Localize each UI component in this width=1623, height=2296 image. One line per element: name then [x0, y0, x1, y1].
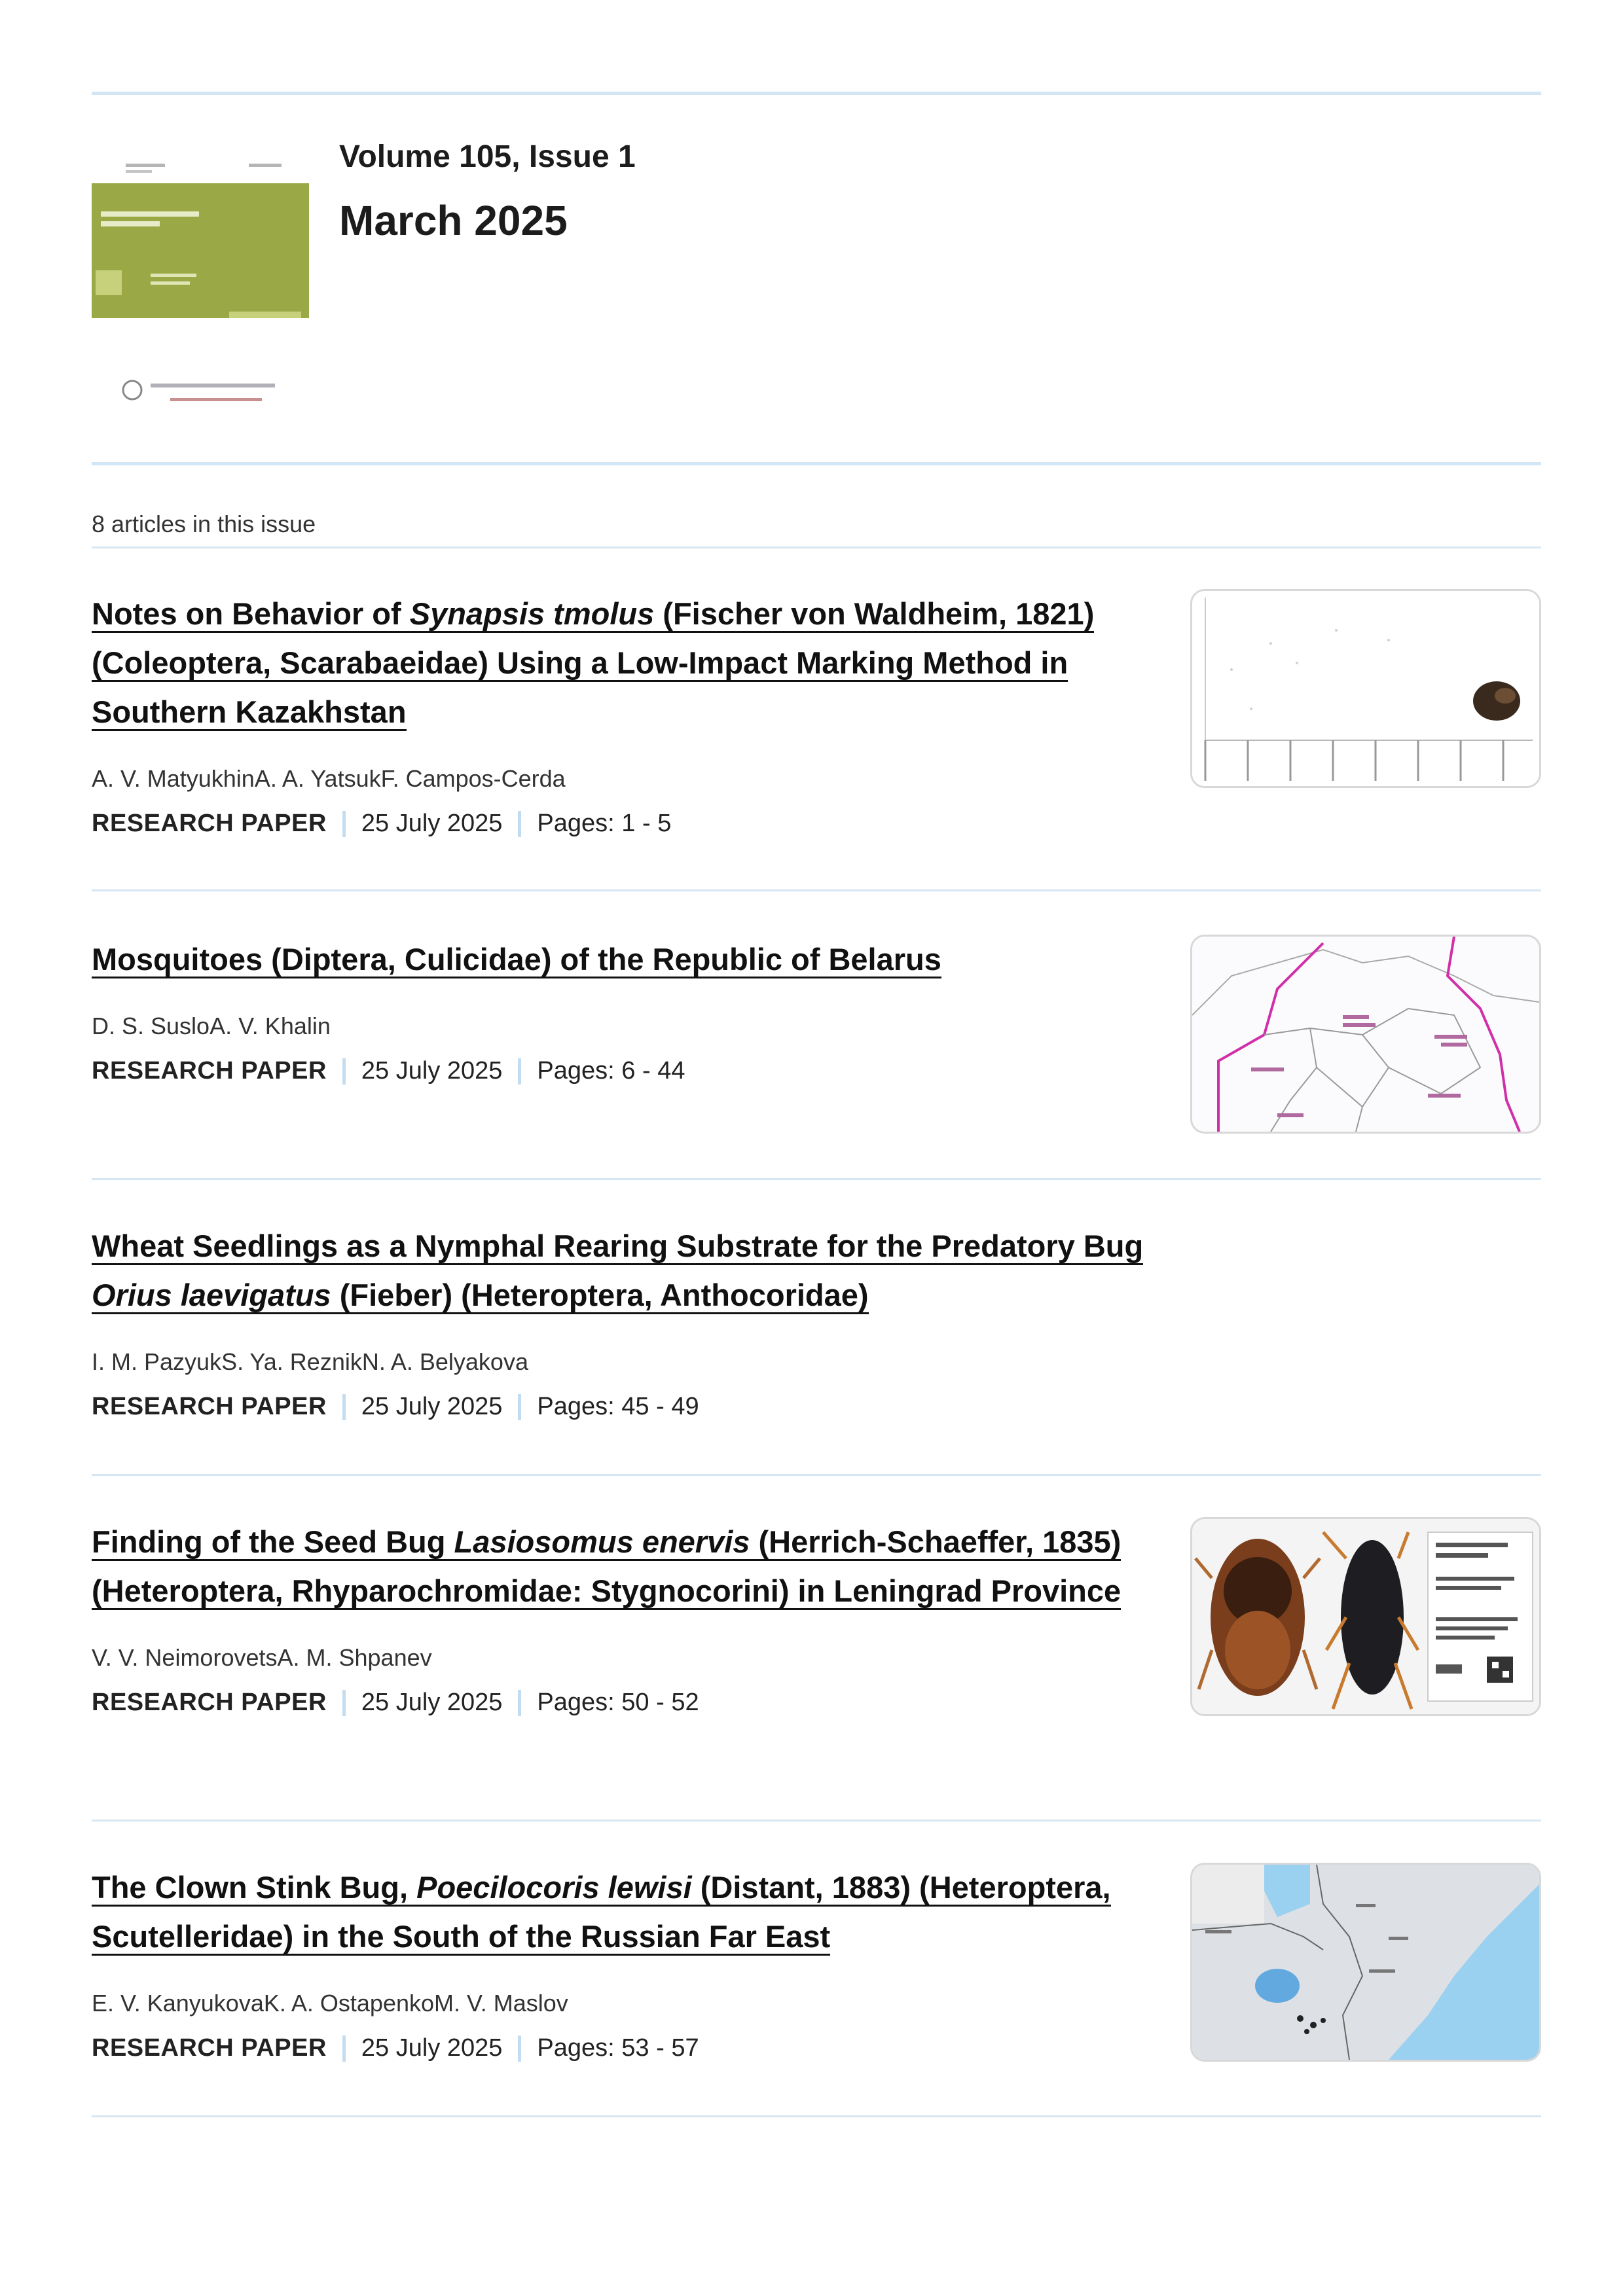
far-east-map-icon [1192, 1865, 1539, 2060]
article-type: RESEARCH PAPER [92, 1393, 327, 1420]
header-divider [92, 462, 1541, 465]
article-title[interactable]: Mosquitoes (Diptera, Culicidae) of the Republic of Belarus [92, 935, 1152, 984]
cover-graphic [92, 149, 309, 431]
article-item [92, 935, 1541, 1085]
article-divider [92, 1820, 1541, 1821]
article-pages: Pages: 45 - 49 [537, 1393, 699, 1420]
article-date: 25 July 2025 [361, 2034, 503, 2062]
article-pages: Pages: 53 - 57 [537, 2034, 699, 2062]
article-count: 8 articles in this issue [92, 511, 316, 537]
article-type: RESEARCH PAPER [92, 1689, 327, 1716]
article-type: RESEARCH PAPER [92, 2034, 327, 2062]
author-link[interactable]: A. V. Khalin [210, 1013, 331, 1039]
author-link[interactable]: K. A. Ostapenko [263, 1990, 435, 2017]
meta-separator [518, 1058, 521, 1085]
meta-separator [518, 1394, 521, 1420]
author-link[interactable]: S. Ya. Reznik [221, 1348, 362, 1375]
author-link[interactable]: E. V. Kanyukova [92, 1990, 264, 2017]
author-link[interactable]: V. V. Neimorovets [92, 1644, 278, 1671]
issue-volume: Volume 105, Issue 1 [339, 139, 636, 174]
meta-separator [342, 1058, 346, 1085]
author-link[interactable]: A. V. Matyukhin [92, 765, 255, 792]
meta-separator [518, 811, 521, 837]
article-divider [92, 1474, 1541, 1476]
author-link[interactable]: I. M. Pazyuk [92, 1348, 222, 1375]
author-link[interactable]: M. V. Maslov [434, 1990, 568, 2017]
cover-panel [92, 183, 309, 318]
article-date: 25 July 2025 [361, 1689, 503, 1716]
seed-bug-specimens-icon [1192, 1519, 1539, 1714]
article-pages: Pages: 50 - 52 [537, 1689, 699, 1716]
article-title[interactable]: Wheat Seedlings as a Nymphal Rearing Substrate for the Predatory Bug Orius laevigatus (Fieber) (Heteroptera, Anthocoridae) [92, 1221, 1152, 1319]
article-item [92, 1221, 1541, 1421]
meta-separator [518, 2036, 521, 2062]
article-meta [92, 810, 1541, 838]
author-link[interactable]: D. S. Suslo [92, 1013, 210, 1039]
top-divider [92, 92, 1541, 95]
meta-separator [518, 1690, 521, 1716]
meta-separator [342, 1690, 346, 1716]
article-authors [92, 1348, 1541, 1376]
beetle-photo-icon [1192, 591, 1539, 786]
author-link[interactable]: N. A. Belyakova [361, 1348, 528, 1375]
article-thumbnail[interactable] [1190, 935, 1541, 1134]
article-pages: Pages: 6 - 44 [537, 1057, 685, 1085]
article-item [92, 1863, 1541, 2062]
belarus-map-icon [1192, 937, 1539, 1132]
meta-separator [342, 2036, 346, 2062]
article-title[interactable]: Finding of the Seed Bug Lasiosomus enervis (Herrich-Schaeffer, 1835) (Heteroptera, Rhyparochromidae: Stygnocorini) in Leningrad Province [92, 1517, 1152, 1615]
article-type: RESEARCH PAPER [92, 810, 327, 837]
journal-cover-image[interactable] [92, 149, 309, 431]
article-divider [92, 889, 1541, 891]
list-divider [92, 547, 1541, 548]
article-thumbnail[interactable] [1190, 1517, 1541, 1716]
article-meta [92, 1393, 1541, 1421]
article-item [92, 1517, 1541, 1717]
article-item [92, 589, 1541, 838]
article-date: 25 July 2025 [361, 1057, 503, 1085]
article-type: RESEARCH PAPER [92, 1057, 327, 1085]
author-link[interactable]: A. A. Yatsuk [254, 765, 381, 792]
article-date: 25 July 2025 [361, 1393, 503, 1420]
meta-separator [342, 811, 346, 837]
article-thumbnail[interactable] [1190, 1863, 1541, 2062]
meta-separator [342, 1394, 346, 1420]
article-divider [92, 1178, 1541, 1180]
article-date: 25 July 2025 [361, 810, 503, 837]
author-link[interactable]: A. M. Shpanev [277, 1644, 432, 1671]
article-pages: Pages: 1 - 5 [537, 810, 672, 837]
author-link[interactable]: F. Campos-Cerda [380, 765, 566, 792]
article-divider [92, 2115, 1541, 2117]
article-thumbnail[interactable] [1190, 589, 1541, 788]
issue-date: March 2025 [339, 197, 568, 244]
article-title[interactable]: The Clown Stink Bug, Poecilocoris lewisi (Distant, 1883) (Heteroptera, Scutelleridae) in the South of the Russian Far East [92, 1863, 1152, 1961]
article-title[interactable]: Notes on Behavior of Synapsis tmolus (Fischer von Waldheim, 1821) (Coleoptera, Scarabaeidae) Using a Low-Impact Marking Method in Southern Kazakhstan [92, 589, 1152, 736]
